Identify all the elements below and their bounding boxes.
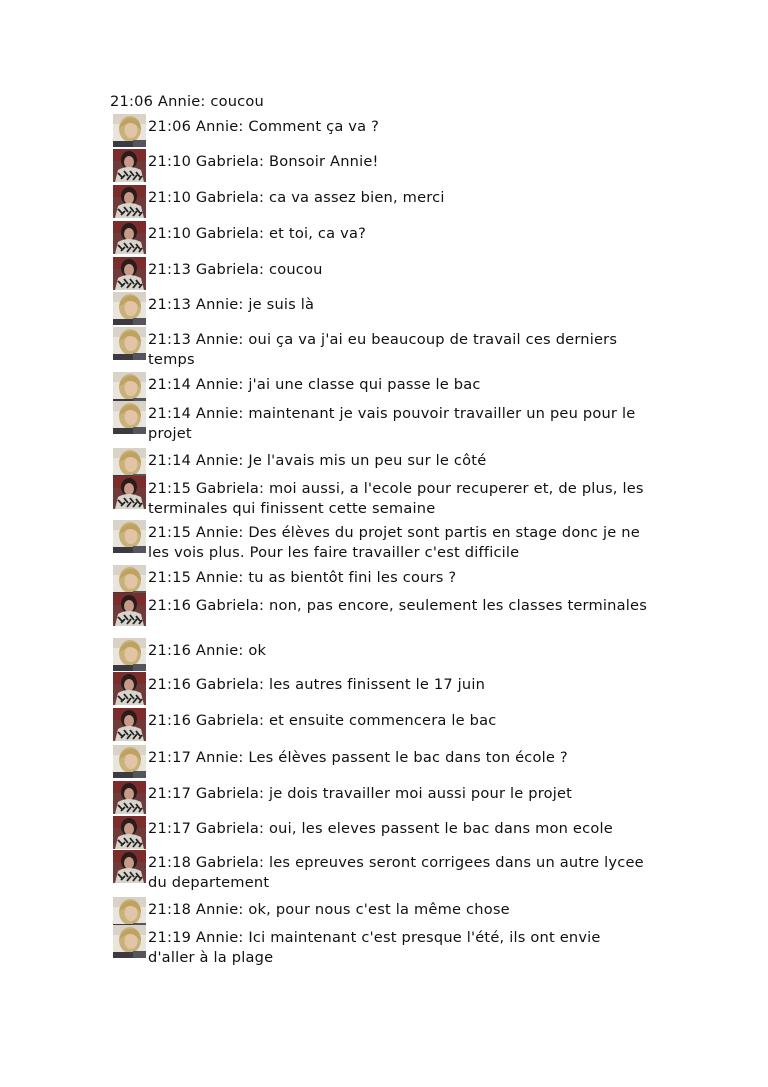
message-text: 21:14 Annie: maintenant je vais pouvoir travailler un peu pour le projet [148, 405, 636, 442]
message-text: 21:06 Annie: Comment ça va ? [148, 118, 380, 135]
gabriela-avatar-icon [113, 781, 146, 814]
message-text: 21:13 Annie: oui ça va j'ai eu beaucoup de travail ces derniers temps [148, 331, 618, 368]
gabriela-avatar-icon [113, 221, 146, 254]
gabriela-avatar-icon [113, 593, 146, 626]
annie-avatar-icon [113, 327, 146, 360]
annie-avatar-icon [113, 925, 146, 958]
message-text: 21:13 Gabriela: coucou [148, 261, 323, 278]
gabriela-avatar-icon [113, 476, 146, 509]
gabriela-avatar-icon [113, 257, 146, 290]
message-text: 21:16 Annie: ok [148, 642, 267, 659]
annie-avatar-icon [113, 520, 146, 553]
gabriela-avatar-icon [113, 672, 146, 705]
message-text: 21:15 Annie: tu as bientôt fini les cours ? [148, 569, 457, 586]
annie-avatar-icon [113, 114, 146, 147]
gabriela-avatar-icon [113, 149, 146, 182]
gabriela-avatar-icon [113, 708, 146, 741]
first-message: 21:06 Annie: coucou [110, 93, 264, 110]
message-text: 21:14 Annie: Je l'avais mis un peu sur le côté [148, 452, 487, 469]
annie-avatar-icon [113, 401, 146, 434]
annie-avatar-icon [113, 638, 146, 671]
message-text: 21:10 Gabriela: ca va assez bien, merci [148, 189, 445, 206]
message-text: 21:17 Annie: Les élèves passent le bac dans ton école ? [148, 749, 568, 766]
message-text: 21:15 Annie: Des élèves du projet sont partis en stage donc je ne les vois plus. Pour les faire travailler c'est difficile [148, 524, 640, 561]
message-text: 21:16 Gabriela: et ensuite commencera le bac [148, 712, 497, 729]
gabriela-avatar-icon [113, 185, 146, 218]
annie-avatar-icon [113, 292, 146, 325]
message-text: 21:17 Gabriela: je dois travailler moi aussi pour le projet [148, 785, 573, 802]
message-text: 21:10 Gabriela: Bonsoir Annie! [148, 153, 379, 170]
message-text: 21:17 Gabriela: oui, les eleves passent le bac dans mon ecole [148, 820, 613, 837]
message-text: 21:18 Gabriela: les epreuves seront corrigees dans un autre lycee du departement [148, 854, 644, 891]
message-text: 21:15 Gabriela: moi aussi, a l'ecole pour recuperer et, de plus, les terminales qui finissent cette semaine [148, 480, 644, 517]
message-text: 21:18 Annie: ok, pour nous c'est la même chose [148, 901, 510, 918]
gabriela-avatar-icon [113, 850, 146, 883]
message-text: 21:19 Annie: Ici maintenant c'est presque l'été, ils ont envie d'aller à la plage [148, 929, 601, 966]
message-text: 21:14 Annie: j'ai une classe qui passe le bac [148, 376, 481, 393]
gabriela-avatar-icon [113, 816, 146, 849]
annie-avatar-icon [113, 745, 146, 778]
message-text: 21:13 Annie: je suis là [148, 296, 315, 313]
message-text: 21:10 Gabriela: et toi, ca va? [148, 225, 367, 242]
message-text: 21:16 Gabriela: les autres finissent le 17 juin [148, 676, 486, 693]
message-text: 21:16 Gabriela: non, pas encore, seulement les classes terminales [148, 597, 648, 614]
